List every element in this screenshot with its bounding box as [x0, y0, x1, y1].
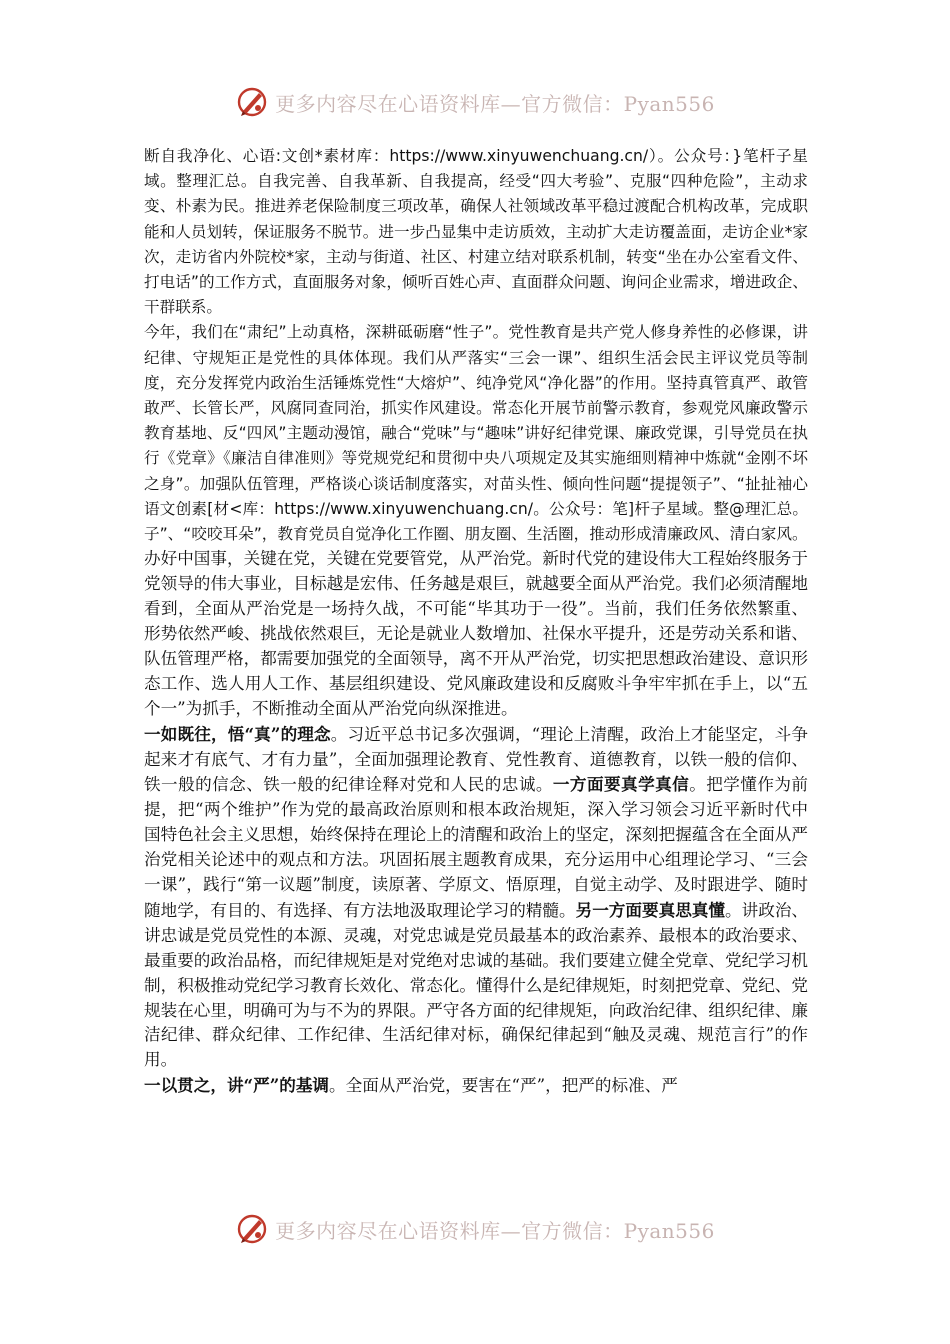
header-watermark: [0, 80, 950, 124]
paragraph-text: 。把学懂作为前提，把“两个维护”作为党的最高政治原则和根本政治规矩，深入学习领会习近平新时代中国特色社会主义思想，始终保持在理论上的清醒和政治上的坚定，深刻把握蕴含在全面从严治党相关论述中的观点和方法。巩固拓展主题教育成果，充分运用中心组理论学习、“三会一课”，践行“第一议题”制度，读原著、学原文、悟原理，自觉主动学、及时跟进学、随时随地学，有目的、有选择、有方法地汲取理论学习的精髓。: [144, 775, 809, 920]
paragraph-text: 。讲政治、讲忠诚是党员党性的本源、灵魂，对党忠诚是党员最基本的政治素养、最根本的政治要求、最重要的政治品格，而纪律规矩是对党绝对忠诚的基础。我们要建立健全党章、党纪学习机制，积极推动党纪学习教育长效化、常态化。懂得什么是纪律规矩，时刻把党章、党纪、党规装在心里，明确可为与不为的界限。严守各方面的纪律规矩，向政治纪律、组织纪律、廉洁纪律、群众纪律、工作纪律、生活纪律对标，确保纪律起到“触及灵魂、规范言行”的作用。: [144, 900, 809, 1070]
paragraph: 今年，我们在“肃纪”上动真格，深耕砥砺磨“性子”。党性教育是共产党人修身养性的必修课，讲纪律、守规矩正是党性的具体体现。我们从严落实“三会一课”、组织生活会民主评议党员等制度，充分发挥党内政治生活锤炼党性“大熔炉”、纯净党风“净化器”的作用。坚持真管真严、敢管敢严、长管长严，风腐同查同治，抓实作风建设。常态化开展节前警示教育，参观党风廉政警示教育基地、反“四风”主题动漫馆，融合“党味”与“趣味”讲好纪律党课、廉政党课，引导党员在执行《党章》《廉洁自律准则》等党规党纪和贯彻中央八项规定及其实施细则精神中炼就“金刚不坏之身”。加强队伍管理，严格谈心谈话制度落实，对苗头性、倾向性问题“提提领子”、“扯扯袖心语文创素[材<库：https://www.xinyuwenchuang.cn/。公众号：笔]杆子星域。整@理汇总。子”、“咬咬耳朵”，教育党员自觉净化工作圈、朋友圈、生活圈，推动形成清廉政风、清白家风。: [144, 323, 808, 544]
sub-heading: 一方面要真学真信: [552, 774, 690, 795]
pen-logo-icon: [235, 1212, 269, 1246]
paragraph: 办好中国事，关键在党，关键在党要管党，从严治党。新时代党的建设伟大工程始终服务于党领导的伟大事业，目标越是宏伟、任务越是艰巨，就越要全面从严治党。我们必须清醒地看到，全面从严治党是一场持久战，不可能“毕其功于一役”。当前，我们任务依然繁重、形势依然严峻、挑战依然艰巨，无论是就业人数增加、社保水平提升，还是劳动关系和谐、队伍管理严格，都需要加强党的全面领导，离不开从严治党，切实把思想政治建设、意识形态工作、选人用人工作、基层组织建设、党风廉政建设和反腐败斗争牢牢抓在手上，以“五个一”为抓手，不断推动全面从严治党向纵深推进。: [144, 549, 808, 718]
footer-watermark: [0, 1207, 950, 1251]
section-heading: 一以贯之，讲“严”的基调: [144, 1075, 330, 1096]
document-body: [144, 144, 808, 1099]
sub-heading: 另一方面要真思真懂: [575, 899, 726, 920]
watermark-text: 更多内容尽在心语资料库—官方微信：Pyan556: [275, 1218, 715, 1243]
watermark-text: 更多内容尽在心语资料库—官方微信：Pyan556: [275, 91, 715, 116]
pen-logo-icon: [235, 85, 269, 119]
paragraph: [144, 1073, 808, 1099]
paragraph: [144, 722, 808, 1074]
paragraph-text: 。全面从严治党，要害在“严”，把严的标准、严: [329, 1076, 678, 1096]
paragraph: 断自我净化、心语:文创*素材库：https://www.xinyuwenchuang.cn/）。公众号：}笔杆子星域。整理汇总。自我完善、自我革新、自我提高，经受“四大考验”、克服“四种危险”，主动求变、朴素为民。推进养老保险制度三项改革，确保人社领域改革平稳过渡配合机构改革，完成职能和人员划转，保证服务不脱节。进一步凸显集中走访质效，主动扩大走访覆盖面，走访企业*家次，走访省内外院校*家，主动与街道、社区、村建立结对联系机制，转变“坐在办公室看文件、打电话”的工作方式，直面服务对象，倾听百姓心声、直面群众问题、询问企业需求，增进政企、干群联系。: [144, 147, 808, 317]
section-heading: 一如既往，悟“真”的理念: [144, 723, 331, 744]
paragraph-text: 。习近平总书记多次强调，“理论上清醒，政治上才能坚定，斗争起来才有底气、才有力量”，全面加强理论教育、党性教育、道德教育，以铁一般的信仰、铁一般的信念、铁一般的纪律诠释对党和人民的忠诚。: [144, 724, 809, 795]
